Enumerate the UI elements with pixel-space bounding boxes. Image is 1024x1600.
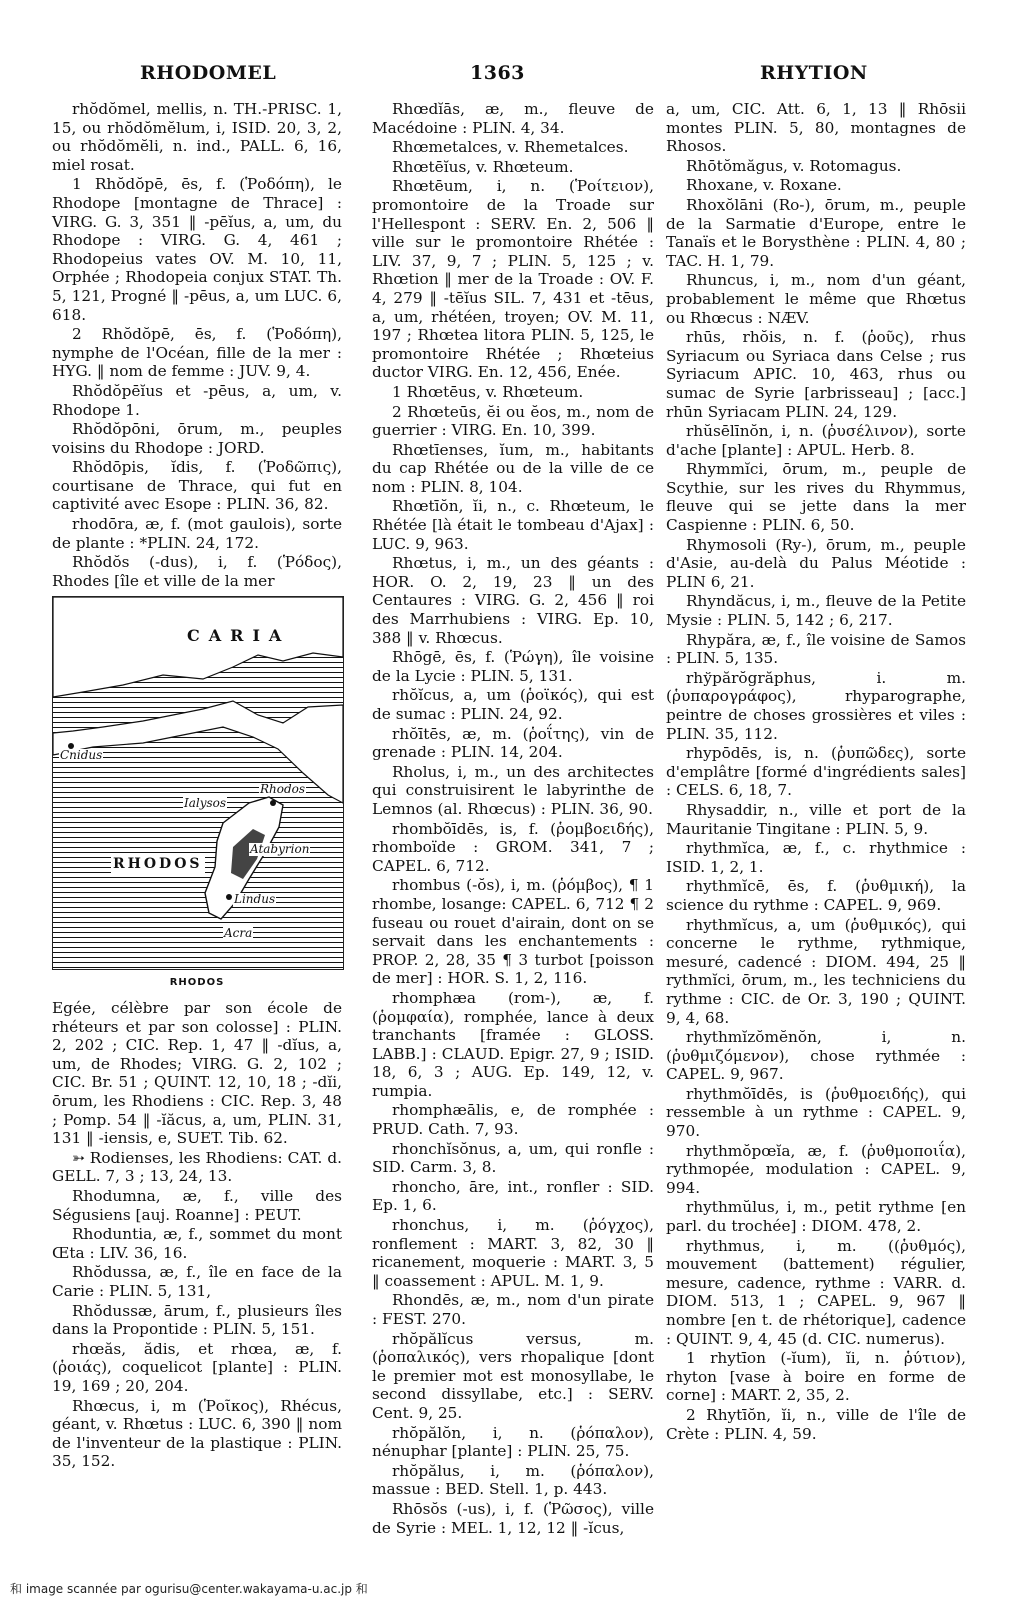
dictionary-entry: Rhœdĭās, æ, m., fleuve de Macédoine : PLIN. 4, 34. xyxy=(372,100,654,137)
dictionary-entry: rhomphæālis, e, de romphée : PRUD. Cath. 7, 93. xyxy=(372,1101,654,1139)
dictionary-entry: rhodōra, æ, f. (mot gaulois), sorte de plante : *PLIN. 24, 172. xyxy=(52,515,342,552)
dictionary-entry: rhūs, rhŏis, n. f. (ῥοῦς), rhus Syriacum ou Syriaca dans Celse ; rus Syriacum APIC. 10, 463, rhus ou sumac de Syrie [arbrisseau] ; [acc.] rhūn Syriacam PLIN. 24, 129. xyxy=(666,328,966,421)
dictionary-entry: rhombŏīdēs, is, f. (ῥομβοειδής), rhomboïde : GROM. 341, 7 ; CAPEL. 6, 712. xyxy=(372,819,654,875)
scan-credit: 和 image scannée par ogurisu@center.wakayama-u.ac.jp 和 xyxy=(10,1582,368,1596)
dictionary-entry: Rhyndăcus, i, m., fleuve de la Petite Mysie : PLIN. 5, 142 ; 6, 217. xyxy=(666,592,966,630)
column-2 xyxy=(372,100,654,1538)
dictionary-entry: rhŏdŏmel, mellis, n. TH.-PRISC. 1, 15, ou rhŏdŏmĕlum, i, ISID. 20, 3, 2, ou rhŏdŏmĕli, n. ind., PALL. 6, 16, miel rosat. xyxy=(52,100,342,174)
map-region-label: CARIA xyxy=(183,627,294,646)
map-place-atabyrion: Atabyrion xyxy=(250,842,310,857)
dictionary-entry: Rhŏdŏpēĭus et -pēus, a, um, v. Rhodope 1. xyxy=(52,381,342,419)
dictionary-entry: rhŭsēlīnŏn, i, n. (ῥυσέλινον), sorte d'ache [plante] : APUL. Herb. 8. xyxy=(666,422,966,459)
dictionary-entry: ➳ Rodienses, les Rhodiens: CAT. d. GELL. 7, 3 ; 13, 24, 13. xyxy=(52,1148,342,1186)
dictionary-entry: Rhœtīŏn, ĭi, n., c. Rhœteum, le Rhétée [là était le tombeau d'Ajax] : LUC. 9, 963. xyxy=(372,497,654,553)
column-1 xyxy=(52,100,342,1472)
dictionary-entry: rhŏpălĭcus versus, m. (ῥοπαλικός), vers rhopalique [dont le premier mot est monosyllabe, le second dissyllabe, etc.] : SERV. Cent. 9, 25. xyxy=(372,1329,654,1422)
dictionary-entry: Rhœtēĭus, v. Rhœteum. xyxy=(392,157,574,176)
dictionary-entry: 2 Rhytīŏn, ĭi, n., ville de l'île de Crète : PLIN. 4, 59. xyxy=(666,1405,966,1443)
dictionary-entry: Rholus, i, m., un des architectes qui construisirent le labyrinthe de Lemnos (al. Rhœcus) : PLIN. 36, 90. xyxy=(372,762,654,818)
dictionary-entry: Rhōsŏs (-us), i, f. (Ῥῶσος), ville de Syrie : MEL. 1, 12, 12 ‖ -ĭcus, xyxy=(372,1499,654,1537)
dictionary-entry: rhythmĭcus, a, um (ῥυθμικός), qui concerne le rythme, rythmique, mesuré, cadencé : DIOM. 494, 25 ‖ rythmĭci, ōrum, m., les techniciens du rythme : CIC. de Or. 3, 190 ; QUINT. 9, 4, 68. xyxy=(666,915,966,1027)
dictionary-entry: a, um, CIC. Att. 6, 1, 13 ‖ Rhōsii montes PLIN. 5, 80, montagnes de Rhosos. xyxy=(666,100,966,156)
dictionary-entry: rhythmŏīdēs, is (ῥυθμοειδής), qui ressemble à un rythme : CAPEL. 9, 970. xyxy=(666,1084,966,1141)
dictionary-entry: rhŏpălŏn, i, n. (ῥόπαλον), nénuphar [plante] : PLIN. 25, 75. xyxy=(372,1423,654,1461)
dictionary-entry: rhythmĭca, æ, f., c. rhythmice : ISID. 1, 2, 1. xyxy=(666,839,966,876)
dictionary-entry: rhŏĭcus, a, um (ῥοϊκός), qui est de sumac : PLIN. 24, 92. xyxy=(372,686,654,723)
dictionary-entry: Rhōtŏmăgus, v. Rotomagus. xyxy=(686,156,902,175)
dictionary-entry: Rhypăra, æ, f., île voisine de Samos : PLIN. 5, 135. xyxy=(666,630,966,668)
column-1-entries-bottom xyxy=(52,999,342,1471)
dictionary-entry: Rhuncus, i, m., nom d'un géant, probablement le même que Rhœtus ou Rhœcus : NÆV. xyxy=(666,271,966,327)
dictionary-entry: 2 Rhŏdŏpē, ēs, f. (Ῥοδόπη), nymphe de l'Océan, fille de la mer : HYG. ‖ nom de femme : JUV. 9, 4. xyxy=(52,325,342,381)
dictionary-entry: 2 Rhœteūs, ĕi ou ĕos, m., nom de guerrier : VIRG. En. 10, 399. xyxy=(372,402,654,440)
dictionary-entry: Rhoxŏlāni (Ro-), ōrum, m., peuple de la Sarmatie d'Europe, entre le Tanaïs et le Borysthène : PLIN. 4, 80 ; TAC. H. 1, 79. xyxy=(666,195,966,270)
dictionary-entry: Rhŏdussæ, ārum, f., plusieurs îles dans la Propontide : PLIN. 5, 151. xyxy=(52,1301,342,1339)
map-place-cnidus: Cnidus xyxy=(60,748,103,763)
dictionary-entry: Rhysaddir, n., ville et port de la Mauritanie Tingitane : PLIN. 5, 9. xyxy=(666,800,966,838)
running-head-left: RHODOMEL xyxy=(140,62,277,84)
dictionary-entry: rhythmĭcē, ēs, f. (ῥυθμική), la science du rythme : CAPEL. 9, 969. xyxy=(666,877,966,914)
dictionary-entry: Rhœcus, i, m (Ῥοῖκος), Rhécus, géant, v. Rhœtus : LUC. 6, 390 ‖ nom de l'inventeur de la plastique : PLIN. 35, 152. xyxy=(52,1396,342,1471)
dictionary-entry: 1 Rhŏdŏpē, ēs, f. (Ῥοδόπη), le Rhodope [montagne de Thrace] : VIRG. G. 3, 351 ‖ -pēĭus, a, um, du Rhodope : VIRG. G. 4, 461 ; Rhodopeius vates OV. M. 10, 11, Orphée ; Rhodopeia conjux STAT. Th. 5, 121, Progné ‖ -pēus, a, um LUC. 6, 618. xyxy=(52,175,342,324)
dictionary-entry: Rhœtus, i, m., un des géants : HOR. O. 2, 19, 23 ‖ un des Centaures : VIRG. G. 2, 456 ‖ roi des Marrhubiens : VIRG. Ep. 10, 388 ‖ v. Rhœcus. xyxy=(372,554,654,647)
dictionary-entry: rhomphæa (rom-), æ, f. (ῥομφαία), romphée, lance à deux tranchants [framée : GLOSS. LABB.] : CLAUD. Epigr. 27, 9 ; ISID. 18, 6, 3 ; AUG. Ep. 149, 12, v. rumpia. xyxy=(372,988,654,1100)
city-marker-rhodos xyxy=(270,800,276,806)
dictionary-entry: Rhŏdōpis, ĭdis, f. (Ῥοδῶπις), courtisane de Thrace, qui fut en captivité avec Esope : PLIN. 36, 82. xyxy=(52,458,342,514)
dictionary-entry: rhythmĭzŏmĕnŏn, i, n. (ῥυθμιζόμενον), chose rythmée : CAPEL. 9, 967. xyxy=(666,1028,966,1084)
dictionary-entry: rhŏītēs, æ, m. (ῥοΐτης), vin de grenade : PLIN. 14, 204. xyxy=(372,724,654,762)
map-place-ialysos: Ialysos xyxy=(184,796,227,811)
dictionary-entry: Rhoduntia, æ, f., sommet du mont Œta : LIV. 36, 16. xyxy=(52,1225,342,1262)
map-place-rhodos: Rhodos xyxy=(260,782,306,797)
caria-coast-north xyxy=(53,597,343,697)
dictionary-entry: rhŏpălus, i, m. (ῥόπαλον), massue : BED. Stell. 1, p. 443. xyxy=(372,1461,654,1499)
map-caption: RHODOS xyxy=(169,977,225,989)
dictionary-entry: rhombus (-ŏs), i, m. (ῥόμβος), ¶ 1 rhombe, losange: CAPEL. 6, 712 ¶ 2 fuseau ou rouet d'airain, dont on se servait dans les enchantements : PROP. 2, 28, 35 ¶ 3 turbot [poisson de mer] : HOR. S. 1, 2, 116. xyxy=(372,876,654,988)
city-marker-lindus xyxy=(226,894,232,900)
page-number: 1363 xyxy=(470,62,525,84)
dictionary-entry: rhўpărŏgrăphus, i. m. (ῥυπαρογράφος), rhyparographe, peintre de choses grossières et viles : PLIN. 35, 112. xyxy=(666,668,966,743)
dictionary-entry: Rhŏdŏpōni, ōrum, m., peuples voisins du Rhodope : JORD. xyxy=(52,420,342,457)
dictionary-entry: rhypōdēs, is, n. (ῥυπῶδες), sorte d'emplâtre [formé d'ingrédients sales] : CELS. 6, 18, 7. xyxy=(666,744,966,800)
dictionary-entry: rhoncho, āre, int., ronfler : SID. Ep. 1, 6. xyxy=(372,1177,654,1215)
dictionary-entry: rhonchus, i, m. (ῥόγχος), ronflement : MART. 3, 82, 30 ‖ ricanement, moquerie : MART. 3, 5 ‖ coassement : APUL. M. 1, 9. xyxy=(372,1216,654,1290)
dictionary-entry: rhythmus, i, m. ((ῥυθμός), mouvement (battement) régulier, mesure, cadence, rythme : VARR. d. DIOM. 513, 1 ; CAPEL. 9, 967 ‖ nombre [en t. de rhétorique], cadence : QUINT. 9, 4, 45 (d. CIC. numerus). xyxy=(666,1236,966,1348)
running-head-right: RHYTION xyxy=(760,62,868,84)
dictionary-entry: Rhœtīenses, ĭum, m., habitants du cap Rhétée ou de la ville de ce nom : PLIN. 8, 104. xyxy=(372,440,654,496)
dictionary-entry: rhythmŭlus, i, m., petit rythme [en parl. du trochée] : DIOM. 478, 2. xyxy=(666,1198,966,1236)
dictionary-entry: Rhodumna, æ, f., ville des Ségusiens [auj. Roanne] : PEUT. xyxy=(52,1186,342,1224)
column-1-entries-top xyxy=(52,100,342,590)
dictionary-entry: Rhoxane, v. Roxane. xyxy=(686,176,842,195)
dictionary-entry: rhonchĭsŏnus, a, um, qui ronfle : SID. Carm. 3, 8. xyxy=(372,1139,654,1177)
map-island-label: RHODOS xyxy=(113,856,203,873)
dictionary-entry: Rhœmetalces, v. Rhemetalces. xyxy=(392,138,629,157)
dictionary-entry: Rhŏdussa, æ, f., île en face de la Carie : PLIN. 5, 131, xyxy=(52,1263,342,1300)
page-header xyxy=(0,62,1024,90)
dictionary-entry: rhythmŏpœĭa, æ, f. (ῥυθμοποιΐα), rythmopée, modulation : CAPEL. 9, 994. xyxy=(666,1141,966,1197)
dictionary-entry: Rhymosoli (Ry-), ōrum, m., peuple d'Asie, au-delà du Palus Méotide : PLIN 6, 21. xyxy=(666,535,966,591)
map-place-lindus: Lindus xyxy=(234,892,276,907)
dictionary-entry: Egée, célèbre par son école de rhéteurs et par son colosse] : PLIN. 2, 202 ; CIC. Rep. 1, 47 ‖ -dĭus, a, um, de Rhodes; VIRG. G. 2, 102 ; CIC. Br. 51 ; QUINT. 12, 10, 18 ; -dĭi, ōrum, les Rhodiens : CIC. Rep. 3, 48 ; Pomp. 54 ‖ -ĭăcus, a, um, PLIN. 31, 131 ‖ -iensis, e, SUET. Tib. 62. xyxy=(52,999,342,1148)
dictionary-entry: Rhŏdŏs (-dus), i, f. (Ῥόδος), Rhodes [île et ville de la mer xyxy=(52,553,342,590)
dictionary-entry: rhœăs, ădis, et rhœa, æ, f. (ῥοιάς), coquelicot [plante] : PLIN. 19, 169 ; 20, 204. xyxy=(52,1339,342,1395)
column-3 xyxy=(666,100,966,1444)
dictionary-entry: 1 rhytīon (-ĭum), ĭi, n. ῥύτιον), rhyton [vase à boire en forme de corne] : MART. 2, 35, 2. xyxy=(666,1349,966,1405)
dictionary-entry: Rhōgē, ēs, f. (Ῥώγη), île voisine de la Lycie : PLIN. 5, 131. xyxy=(372,648,654,685)
map-place-acra: Acra xyxy=(224,926,253,941)
dictionary-entry: Rhœtēum, i, n. (Ῥοίτειον), promontoire de la Troade sur l'Hellespont : SERV. En. 2, 506 ‖ ville sur le promontoire Rhétée : LIV. 37, 9, 7 ; PLIN. 5, 125 ; v. Rhœtion ‖ mer de la Troade : OV. F. 4, 279 ‖ -tēĭus SIL. 7, 431 et -tēus, a, um, rhétéen, troyen; OV. M. 11, 197 ; Rhœtea litora PLIN. 5, 125, le promontoire Rhétée ; Rhœteius ductor VIRG. En. 12, 456, Enée. xyxy=(372,177,654,382)
map-rhodos xyxy=(52,596,344,970)
dictionary-entry: 1 Rhœtēus, v. Rhœteum. xyxy=(392,382,584,401)
dictionary-entry: Rhymmĭci, ōrum, m., peuple de Scythie, sur les rives du Rhymmus, fleuve qui se jette dans la mer Caspienne : PLIN. 6, 50. xyxy=(666,460,966,535)
dictionary-entry: Rhondēs, æ, m., nom d'un pirate : FEST. 270. xyxy=(372,1291,654,1328)
